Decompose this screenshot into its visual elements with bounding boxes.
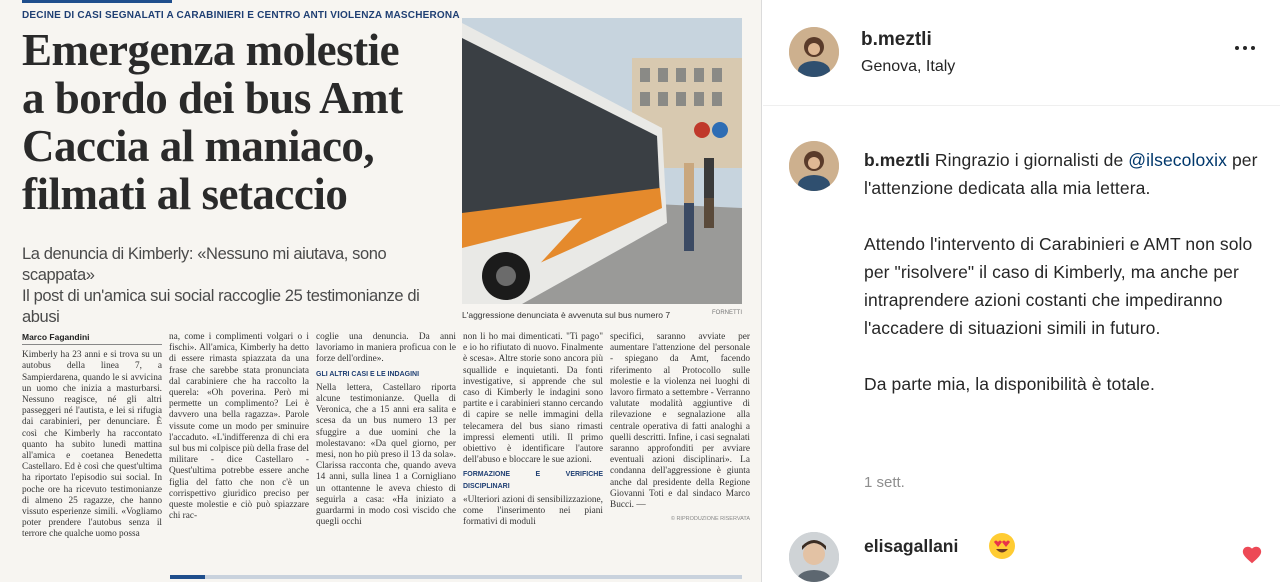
caption-paragraph: Da parte mia, la disponibilità è totale. — [864, 374, 1155, 394]
article-column-text: Kimberly ha 23 anni e si trova su un autobus della linea 7, a Sampierdarena, quando le si avvicina un uomo che inizia a masturbarsi. Nessuno reagisce, né gli altri passeggeri né l'autista, e lei si rifugia dai carabinieri, per denunciare. È così che Kimberly ha raccontato quanto ha subito lunedì mattina all'amica e coetanea Benedetta Castellaro. Ed è così che quest'ultima ha riportato l'episodio sui social. In poche ore ha ricevuto testimonianze di almeno 25 ragazze, che hanno vissuto esperienze simili. «Vogliamo poter prendere l'autobus senza il terrore che qualche uomo possa — [22, 350, 162, 540]
article-column-text: coglie una denuncia. Da anni lavoriamo in maniera proficua con le forze dell'ordine». — [316, 332, 456, 365]
post-author-username[interactable]: b.meztli — [861, 29, 932, 50]
headline-line: a bordo dei bus Amt — [22, 73, 403, 123]
article-column — [22, 332, 162, 541]
headline-line: Emergenza molestie — [22, 25, 400, 75]
article-byline: Marco Fagandini — [22, 332, 162, 345]
avatar-photo-icon — [789, 141, 839, 191]
article-column — [316, 332, 456, 528]
photo-caption-text: L'aggressione denunciata è avvenuta sul bus numero 7 — [462, 310, 671, 320]
dot — [1243, 46, 1247, 50]
subhead-line: La denuncia di Kimberly: «Nessuno mi aiutava, sono scappata» — [22, 245, 387, 284]
page-footer-accent — [170, 575, 205, 579]
page-footer-bar — [170, 575, 742, 579]
article-column — [610, 332, 750, 525]
article-section-heading: GLI ALTRI CASI E LE INDAGINI — [316, 370, 420, 378]
post-header — [763, 0, 1280, 106]
article-subhead — [22, 244, 457, 328]
article-body — [22, 332, 751, 582]
avatar-photo-icon — [789, 27, 839, 77]
avatar[interactable] — [789, 27, 839, 77]
avatar-photo-icon — [789, 532, 839, 582]
caption-text: per l'attenzione dedicata alla mia lettera. — [864, 150, 1258, 198]
article-section-heading: FORMAZIONE E VERIFICHE DISCIPLINARI — [463, 471, 603, 490]
article-kicker: DECINE DI CASI SEGNALATI A CARABINIERI E CENTRO ANTI VIOLENZA MASCHERONA — [22, 10, 460, 21]
dot — [1251, 46, 1255, 50]
caption-paragraph: Attendo l'intervento di Carabinieri e AMT non solo per "risolvere" il caso di Kimberly, ma anche per intraprendere azioni costanti che impediranno l'accadere di situazioni simili in futuro. — [864, 234, 1253, 338]
like-comment-heart-icon[interactable] — [1241, 544, 1263, 566]
post-timestamp[interactable]: 1 sett. — [864, 474, 905, 491]
caption-text: Ringrazio i giornalisti de — [934, 150, 1124, 170]
post-caption — [864, 146, 1269, 398]
photo-credit: FORNETTI — [712, 310, 742, 316]
article-column-text: na, come i complimenti volgari o i fischi». All'amica, Kimberly ha detto di essere rimasta spiazzata da una frase che sarebbe stata pronunciata dal carabiniere che ha raccolto la querela: «Oh poverina. Però mi permette un complimento? Lei è davvero una bella ragazza». Parole vissute come un modo per sminuire l'accaduto. «L'indifferenza di chi era sul bus mi colpisce più della frase del militare - dice Castellaro - Quest'ultima potrebbe essere anche figlia del fatto che non c'è un corrispettivo giuridico preciso per queste molestie e ciò può spiazzare chi rac- — [169, 332, 309, 522]
article-footnote: © RIPRODUZIONE RISERVATA — [670, 516, 750, 523]
more-options-icon[interactable] — [1233, 38, 1259, 58]
headline-line: filmati al setaccio — [22, 169, 348, 219]
subhead-line: Il post di un'amica sui social raccoglie 25 testimonianze di abusi — [22, 287, 420, 326]
photo-caption — [462, 310, 742, 320]
article-column — [169, 332, 309, 522]
article-column-text: specifici, saranno avviate per aumentare l'attenzione del personale - spiegano da Amt, facendo riferimento al Protocollo sulle molestie e la violenza nei luoghi di lavoro firmato a settembre - Verranno valutate modalità aggiuntive di rilevazione e segnalazione alla centrale operativa di fatti analoghi a quelli descritti. Infine, i casi segnalati saranno approfonditi per avviare eventuali azioni disciplinari». La condanna dell'aggressione è giunta anche dal presidente della Regione Giovanni Toti e dal sindaco Marco Bucci. — — [610, 332, 751, 511]
post-panel — [763, 0, 1280, 582]
headline-line: Caccia al maniaco, — [22, 121, 375, 171]
article-column-text: «Ulteriori azioni di sensibilizzazione, come l'inserimento nei piani formativi di moduli — [463, 494, 603, 528]
dot — [1235, 46, 1239, 50]
bus-photo — [462, 18, 742, 304]
comment-username[interactable]: elisagallani — [864, 536, 959, 556]
article-headline — [22, 26, 454, 218]
caption-mention-link[interactable]: @ilsecoloxix — [1128, 150, 1227, 170]
kicker-bar — [22, 0, 172, 3]
article-column-text: non li ho mai dimenticati. "Ti pago" e io ho rifiutato di nuovo. Finalmente è scesa». Altre storie sono ancora più squallide e inquietanti. Da fonti investigative, si apprende che sul caso di Kimberly le indagini sono partite e i carabinieri stanno cercando di capire se nelle immagini della telecamera del bus siano rimasti impressi elementi utili. Il primo obiettivo è identificare l'autore dell'abuso e bloccare le sue azioni. — [463, 332, 603, 466]
avatar[interactable] — [789, 141, 839, 191]
article-column — [463, 332, 603, 528]
post-location[interactable]: Genova, Italy — [861, 58, 956, 75]
caption-username[interactable]: b.meztli — [864, 150, 930, 170]
heart-eyes-emoji-icon — [988, 532, 1016, 560]
article-column-text: Nella lettera, Castellaro riporta alcune testimonianze. Quella di Veronica, che a 15 anni era salita e scesa da un bus numero 13 per sfuggire a due uomini che la molestavano: «Da quel giorno, per mesi, non ho più preso il 13 da sola». Clarissa racconta che, quando aveva 14 anni, sulla linea 1 a Cornigliano un ottantenne le aveva chiesto di seguirla a casa: «Ha iniziato a guardarmi in modo così viscido che quegli occhi — [316, 382, 456, 528]
avatar[interactable] — [789, 532, 839, 582]
